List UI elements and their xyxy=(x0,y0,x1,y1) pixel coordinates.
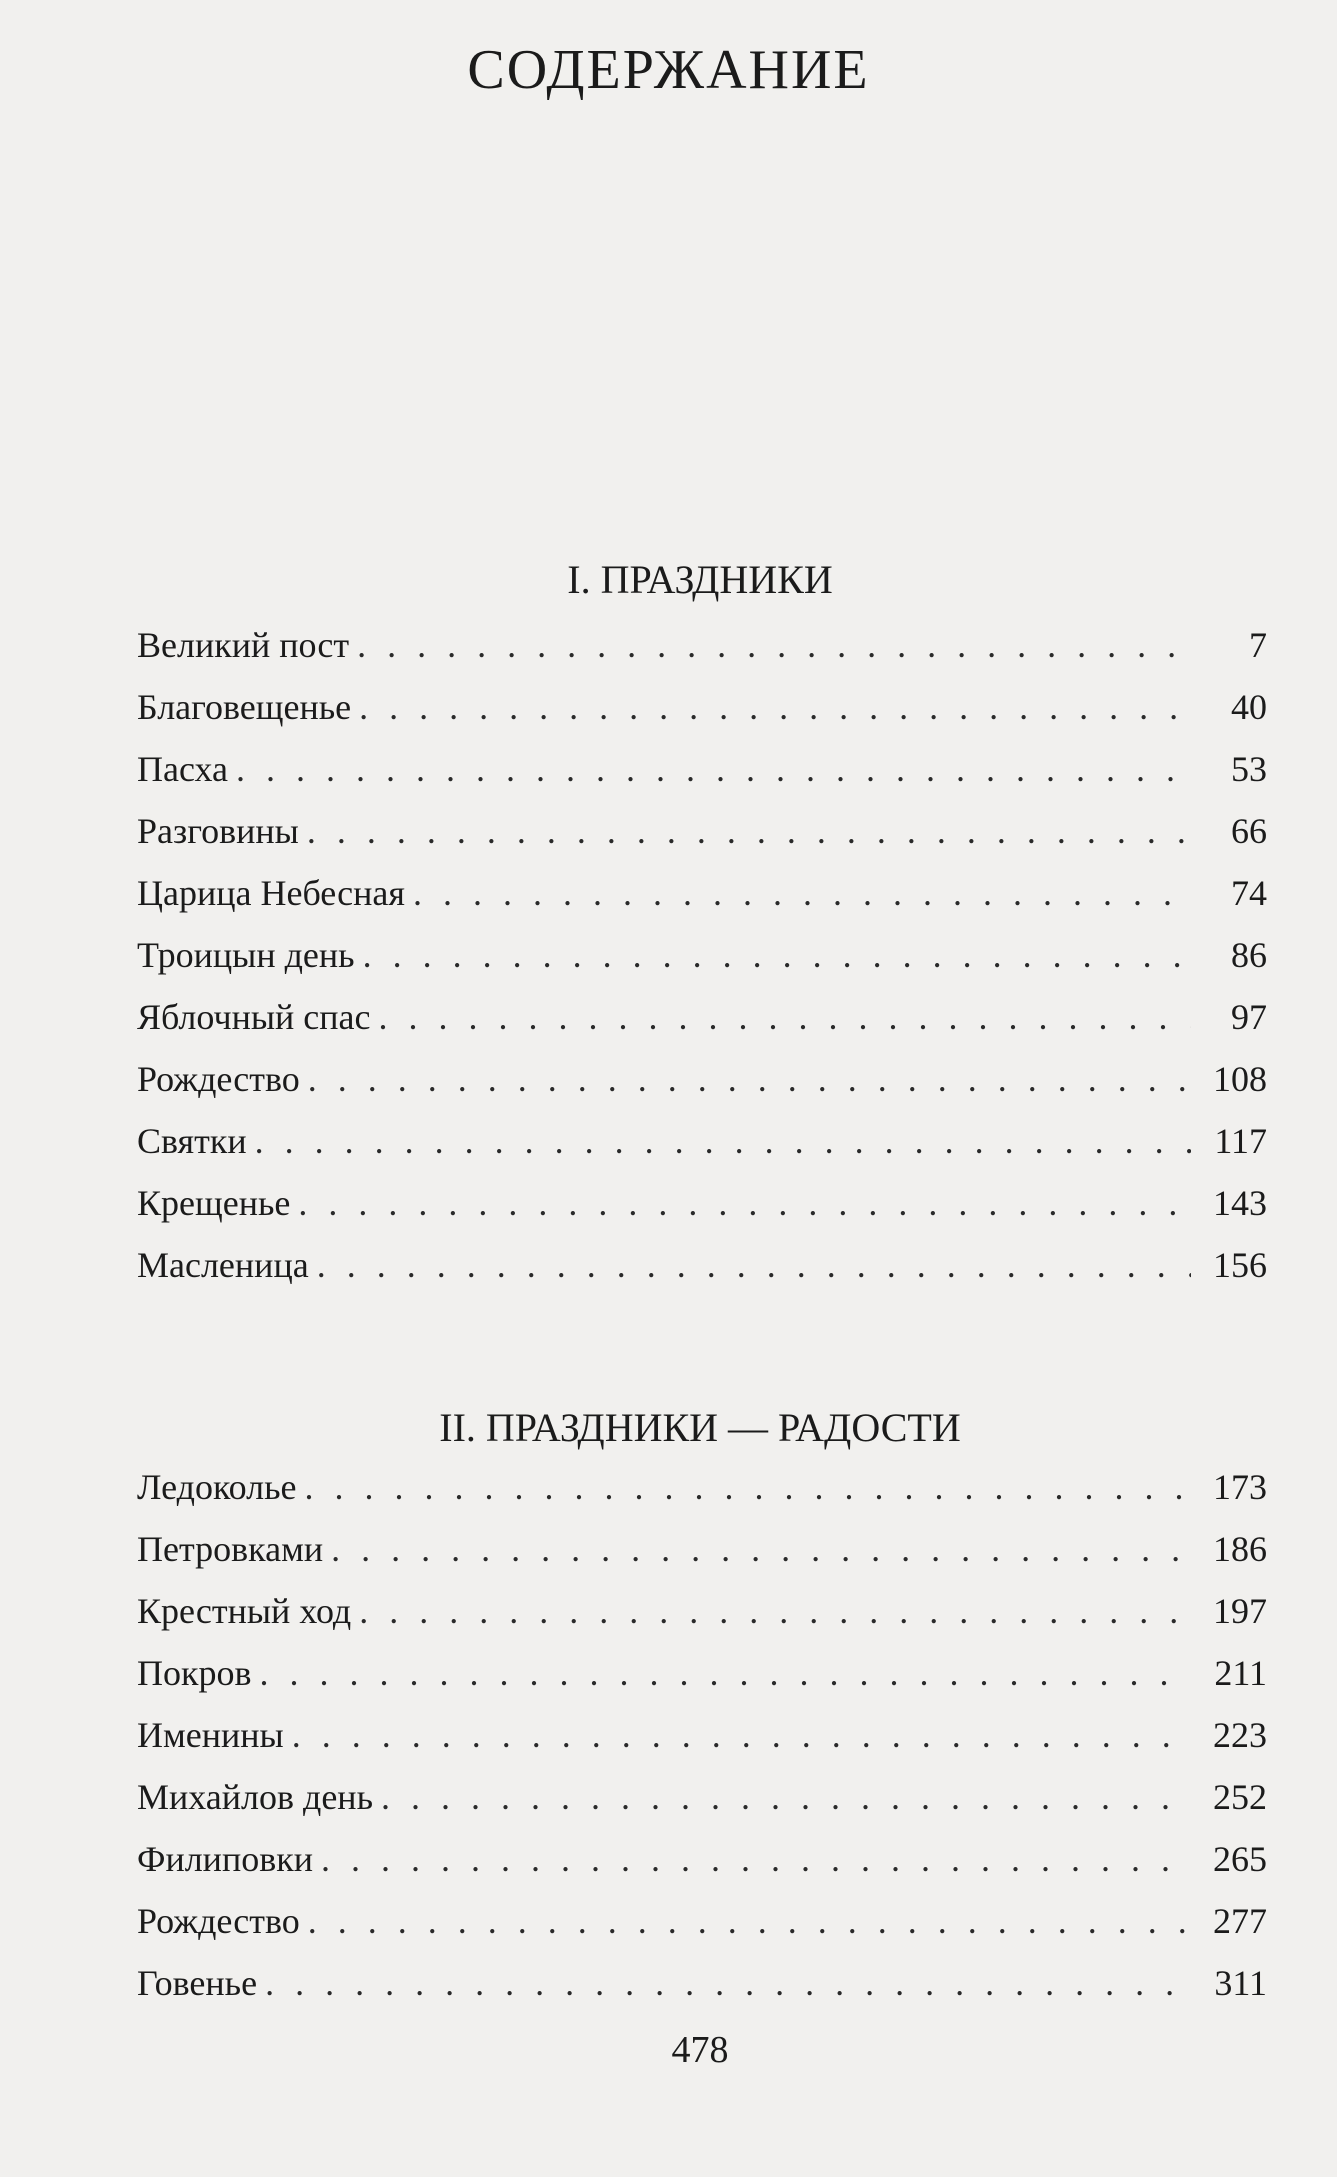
dot-leader xyxy=(357,614,1191,676)
toc-entry-page: 265 xyxy=(1213,1839,1267,1879)
toc-entry xyxy=(137,1890,1267,1952)
toc-entry-page: 211 xyxy=(1214,1653,1267,1693)
toc-entry xyxy=(137,676,1267,738)
toc-entry-title: Ледоколье xyxy=(137,1467,297,1507)
toc-entry-page: 311 xyxy=(1214,1963,1267,2003)
toc-entry-title: Говенье xyxy=(137,1963,258,2003)
toc-entry-page: 74 xyxy=(1231,873,1267,913)
toc-section-1 xyxy=(137,614,1267,1296)
dot-leader xyxy=(265,1952,1191,2014)
toc-entry-title: Пасха xyxy=(137,749,228,789)
toc-entry xyxy=(137,1704,1267,1766)
dot-leader xyxy=(308,1890,1191,1952)
toc-entry-page: 7 xyxy=(1249,625,1267,665)
toc-entry xyxy=(137,1518,1267,1580)
dot-leader xyxy=(298,1172,1191,1234)
toc-entry-page: 97 xyxy=(1231,997,1267,1037)
dot-leader xyxy=(255,1110,1191,1172)
section-heading: I. ПРАЗДНИКИ xyxy=(567,557,833,602)
toc-entry-title: Рождество xyxy=(137,1901,300,1941)
dot-leader xyxy=(381,1766,1191,1828)
page-title: СОДЕРЖАНИЕ xyxy=(467,39,870,101)
dot-leader xyxy=(317,1234,1191,1296)
toc-entry-page: 40 xyxy=(1231,687,1267,727)
page-number: 478 xyxy=(671,2029,729,2071)
toc-entry xyxy=(137,1172,1267,1234)
dot-leader xyxy=(321,1828,1191,1890)
toc-entry-title: Царица Небесная xyxy=(137,873,405,913)
toc-entry xyxy=(137,924,1267,986)
toc-entry-page: 66 xyxy=(1231,811,1267,851)
dot-leader xyxy=(307,800,1191,862)
toc-entry xyxy=(137,1766,1267,1828)
dot-leader xyxy=(260,1642,1192,1704)
toc-entry-title: Благовещенье xyxy=(137,687,352,727)
toc-entry xyxy=(137,800,1267,862)
toc-entry-title: Филиповки xyxy=(137,1839,313,1879)
dot-leader xyxy=(331,1518,1191,1580)
dot-leader xyxy=(379,986,1192,1048)
toc-entry xyxy=(137,1110,1267,1172)
toc-entry xyxy=(137,986,1267,1048)
toc-entry-page: 173 xyxy=(1213,1467,1267,1507)
dot-leader xyxy=(305,1456,1191,1518)
toc-entry-page: 143 xyxy=(1213,1183,1267,1223)
section-heading: II. ПРАЗДНИКИ — РАДОСТИ xyxy=(439,1405,961,1450)
toc-entry-title: Крещенье xyxy=(137,1183,291,1223)
toc-entry-page: 53 xyxy=(1231,749,1267,789)
toc-entry-page: 86 xyxy=(1231,935,1267,975)
toc-entry-title: Яблочный спас xyxy=(137,997,371,1037)
dot-leader xyxy=(359,676,1191,738)
toc-entry xyxy=(137,1642,1267,1704)
toc-section-2 xyxy=(137,1456,1267,2014)
toc-entry-title: Именины xyxy=(137,1715,284,1755)
toc-entry-title: Масленица xyxy=(137,1245,309,1285)
toc-entry xyxy=(137,1234,1267,1296)
toc-entry xyxy=(137,1952,1267,2014)
toc-entry xyxy=(137,614,1267,676)
toc-entry xyxy=(137,738,1267,800)
toc-entry-title: Святки xyxy=(137,1121,247,1161)
dot-leader xyxy=(359,1580,1191,1642)
toc-entry-page: 197 xyxy=(1213,1591,1267,1631)
dot-leader xyxy=(292,1704,1191,1766)
toc-entry-title: Троицын день xyxy=(137,935,355,975)
toc-entry-title: Петровками xyxy=(137,1529,324,1569)
dot-leader xyxy=(236,738,1191,800)
toc-entry-page: 108 xyxy=(1213,1059,1267,1099)
toc-entry-title: Покров xyxy=(137,1653,252,1693)
dot-leader xyxy=(413,862,1191,924)
toc-entry xyxy=(137,1828,1267,1890)
toc-entry-page: 277 xyxy=(1213,1901,1267,1941)
toc-entry-page: 223 xyxy=(1213,1715,1267,1755)
toc-entry xyxy=(137,1456,1267,1518)
toc-entry-title: Великий пост xyxy=(137,625,350,665)
toc-entry-title: Рождество xyxy=(137,1059,300,1099)
toc-entry-page: 117 xyxy=(1214,1121,1267,1161)
toc-entry-page: 156 xyxy=(1213,1245,1267,1285)
toc-entry-title: Крестный ход xyxy=(137,1591,352,1631)
toc-entry-title: Разговины xyxy=(137,811,299,851)
toc-entry-page: 186 xyxy=(1213,1529,1267,1569)
dot-leader xyxy=(308,1048,1191,1110)
toc-entry xyxy=(137,862,1267,924)
toc-entry xyxy=(137,1048,1267,1110)
dot-leader xyxy=(363,924,1191,986)
toc-entry-title: Михайлов день xyxy=(137,1777,373,1817)
toc-entry-page: 252 xyxy=(1213,1777,1267,1817)
toc-entry xyxy=(137,1580,1267,1642)
